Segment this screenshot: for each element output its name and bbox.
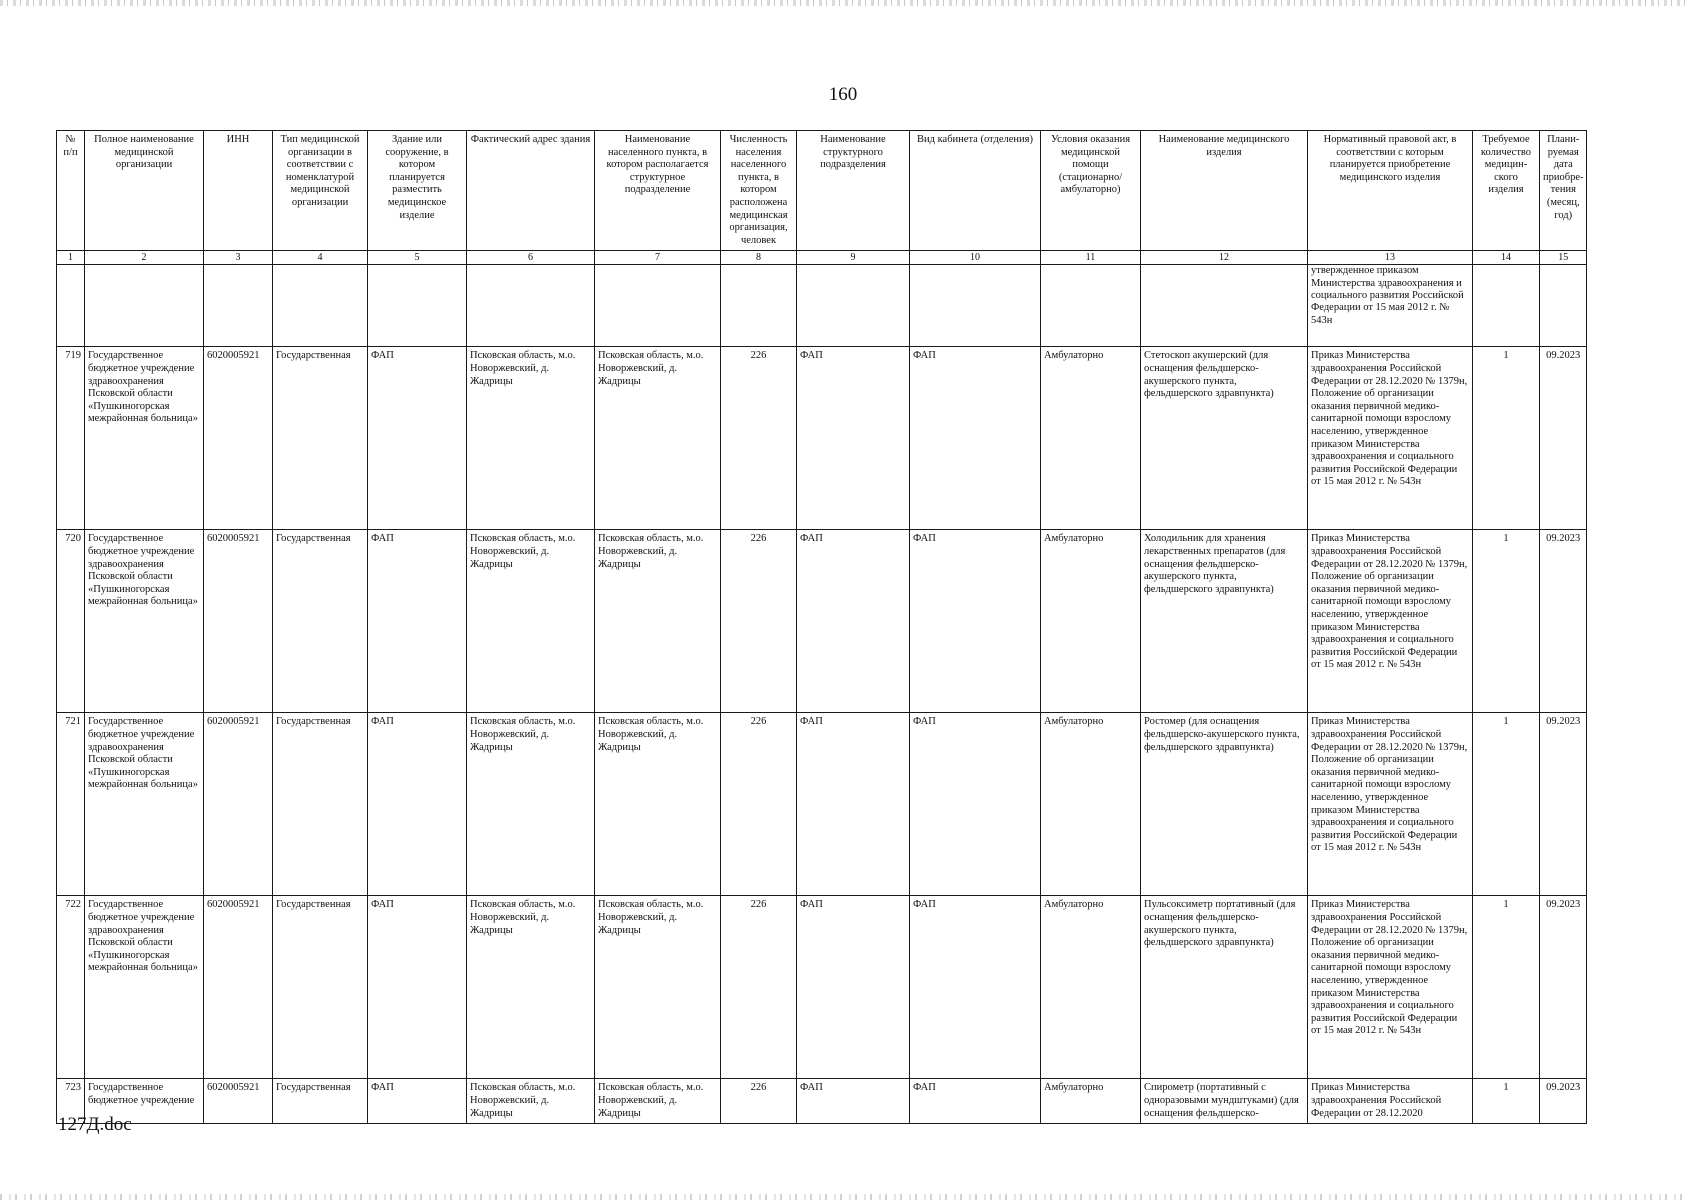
building: ФАП	[368, 1079, 467, 1124]
organization-type: Государственная	[273, 530, 368, 713]
inn: 6020005921	[204, 347, 273, 530]
header-cell: № п/п	[57, 131, 85, 251]
row-number: 721	[57, 713, 85, 896]
header-cell: Наименование медицинского изделия	[1141, 131, 1308, 251]
structural-unit: ФАП	[797, 896, 910, 1079]
inn: 6020005921	[204, 530, 273, 713]
scan-edge-bottom	[0, 1194, 1686, 1200]
row-number: 723	[57, 1079, 85, 1124]
column-number: 13	[1308, 251, 1473, 265]
device-name: Пульсоксиметр портативный (для оснащения фельдшерско-акушерского пункта, фельдшерского здравпункта)	[1141, 896, 1308, 1079]
care-conditions: Амбулаторно	[1041, 530, 1141, 713]
header-cell: Здание или сооружение, в котором планируется разместить медицинское изделие	[368, 131, 467, 251]
population: 226	[721, 347, 797, 530]
locality: Псковская область, м.о. Новоржевский, д. Жадрицы	[595, 530, 721, 713]
header-cell: Плани-руемая дата приобре-тения (месяц, год)	[1540, 131, 1587, 251]
table-header-row	[57, 131, 1587, 251]
care-conditions: Амбулаторно	[1041, 347, 1141, 530]
page-number: 160	[828, 84, 858, 105]
planned-date: 09.2023	[1540, 347, 1587, 530]
device-name: Стетоскоп акушерский (для оснащения фельдшерско-акушерского пункта, фельдшерского здравпункта)	[1141, 347, 1308, 530]
quantity: 1	[1473, 1079, 1540, 1124]
cabinet-type: ФАП	[910, 1079, 1041, 1124]
organization-type: Государственная	[273, 896, 368, 1079]
planned-date: 09.2023	[1540, 896, 1587, 1079]
structural-unit: ФАП	[797, 347, 910, 530]
cabinet-type: ФАП	[910, 896, 1041, 1079]
inn: 6020005921	[204, 1079, 273, 1124]
care-conditions: Амбулаторно	[1041, 713, 1141, 896]
row-number: 720	[57, 530, 85, 713]
row-number: 719	[57, 347, 85, 530]
header-cell: Наименование структурного подразделения	[797, 131, 910, 251]
column-number: 2	[85, 251, 204, 265]
locality: Псковская область, м.о. Новоржевский, д. Жадрицы	[595, 713, 721, 896]
inn: 6020005921	[204, 896, 273, 1079]
inn: 6020005921	[204, 713, 273, 896]
legal-act: Приказ Министерства здравоохранения Российской Федерации от 28.12.2020 № 1379н, Положение об организации оказания первичной медико-санитарной помощи взрослому населению, утвержденное приказом Министерства здравоохранения и социального развития Российской Федерации от 15 мая 2012 г. № 543н	[1308, 896, 1473, 1079]
structural-unit: ФАП	[797, 1079, 910, 1124]
header-cell: Наименование населенного пункта, в котором располагается структурное подразделение	[595, 131, 721, 251]
scan-edge-top	[0, 0, 1686, 6]
quantity: 1	[1473, 347, 1540, 530]
organization-name: Государственное бюджетное учреждение здравоохранения Псковской области «Пушкиногорская межрайонная больница»	[85, 896, 204, 1079]
locality: Псковская область, м.о. Новоржевский, д. Жадрицы	[595, 896, 721, 1079]
header-cell: Численность населения населенного пункта, в котором расположена медицинская организация, человек	[721, 131, 797, 251]
organization-type: Государственная	[273, 347, 368, 530]
column-number: 1	[57, 251, 85, 265]
legal-act: Приказ Министерства здравоохранения Российской Федерации от 28.12.2020	[1308, 1079, 1473, 1124]
header-cell: Требуемое количество медицин-ского изделия	[1473, 131, 1540, 251]
locality: Псковская область, м.о. Новоржевский, д. Жадрицы	[595, 1079, 721, 1124]
continuation-text: утвержденное приказом Министерства здравоохранения и социального развития Российской Федерации от 15 мая 2012 г. № 543н	[1311, 265, 1464, 326]
column-number: 4	[273, 251, 368, 265]
planned-date: 09.2023	[1540, 530, 1587, 713]
building: ФАП	[368, 530, 467, 713]
table-row	[57, 1079, 1587, 1124]
address: Псковская область, м.о. Новоржевский, д. Жадрицы	[467, 347, 595, 530]
organization-name: Государственное бюджетное учреждение	[85, 1079, 204, 1124]
address: Псковская область, м.о. Новоржевский, д. Жадрицы	[467, 713, 595, 896]
column-number: 12	[1141, 251, 1308, 265]
planned-date: 09.2023	[1540, 1079, 1587, 1124]
care-conditions: Амбулаторно	[1041, 896, 1141, 1079]
column-number: 8	[721, 251, 797, 265]
planned-date: 09.2023	[1540, 713, 1587, 896]
header-cell: Нормативный правовой акт, в соответствии с которым планируется приобретение медицинского изделия	[1308, 131, 1473, 251]
header-cell: Полное наименование медицинской организации	[85, 131, 204, 251]
table-row	[57, 896, 1587, 1079]
care-conditions: Амбулаторно	[1041, 1079, 1141, 1124]
address: Псковская область, м.о. Новоржевский, д. Жадрицы	[467, 530, 595, 713]
continuation-row	[57, 265, 1587, 347]
document-filename: 127Д.doc	[58, 1114, 132, 1135]
header-cell: Тип медицинской организации в соответствии с номенклатурой медицинской организации	[273, 131, 368, 251]
cabinet-type: ФАП	[910, 713, 1041, 896]
table-row	[57, 713, 1587, 896]
table-row	[57, 347, 1587, 530]
column-number: 10	[910, 251, 1041, 265]
address: Псковская область, м.о. Новоржевский, д. Жадрицы	[467, 1079, 595, 1124]
population: 226	[721, 896, 797, 1079]
device-name: Холодильник для хранения лекарственных препаратов (для оснащения фельдшерско-акушерского пункта, фельдшерского здравпункта)	[1141, 530, 1308, 713]
legal-act: Приказ Министерства здравоохранения Российской Федерации от 28.12.2020 № 1379н, Положение об организации оказания первичной медико-санитарной помощи взрослому населению, утвержденное приказом Министерства здравоохранения и социального развития Российской Федерации от 15 мая 2012 г. № 543н	[1308, 713, 1473, 896]
column-number: 11	[1041, 251, 1141, 265]
population: 226	[721, 713, 797, 896]
cabinet-type: ФАП	[910, 530, 1041, 713]
column-number-row	[57, 251, 1587, 265]
header-cell: Вид кабинета (отделения)	[910, 131, 1041, 251]
table-row	[57, 530, 1587, 713]
column-number: 5	[368, 251, 467, 265]
population: 226	[721, 1079, 797, 1124]
column-number: 6	[467, 251, 595, 265]
organization-type: Государственная	[273, 713, 368, 896]
medical-devices-table	[56, 130, 1587, 1124]
header-cell: Фактический адрес здания	[467, 131, 595, 251]
column-number: 3	[204, 251, 273, 265]
column-number: 15	[1540, 251, 1587, 265]
row-number: 722	[57, 896, 85, 1079]
legal-act: Приказ Министерства здравоохранения Российской Федерации от 28.12.2020 № 1379н, Положение об организации оказания первичной медико-санитарной помощи взрослому населению, утвержденное приказом Министерства здравоохранения и социального развития Российской Федерации от 15 мая 2012 г. № 543н	[1308, 530, 1473, 713]
organization-type: Государственная	[273, 1079, 368, 1124]
column-number: 9	[797, 251, 910, 265]
quantity: 1	[1473, 713, 1540, 896]
column-number: 7	[595, 251, 721, 265]
device-name: Ростомер (для оснащения фельдшерско-акушерского пункта, фельдшерского здравпункта)	[1141, 713, 1308, 896]
building: ФАП	[368, 347, 467, 530]
organization-name: Государственное бюджетное учреждение здравоохранения Псковской области «Пушкиногорская межрайонная больница»	[85, 530, 204, 713]
legal-act: Приказ Министерства здравоохранения Российской Федерации от 28.12.2020 № 1379н, Положение об организации оказания первичной медико-санитарной помощи взрослому населению, утвержденное приказом Министерства здравоохранения и социального развития Российской Федерации от 15 мая 2012 г. № 543н	[1308, 347, 1473, 530]
header-cell: ИНН	[204, 131, 273, 251]
quantity: 1	[1473, 896, 1540, 1079]
cabinet-type: ФАП	[910, 347, 1041, 530]
building: ФАП	[368, 896, 467, 1079]
device-name: Спирометр (портативный с одноразовыми мундштуками) (для оснащения фельдшерско-	[1141, 1079, 1308, 1124]
structural-unit: ФАП	[797, 713, 910, 896]
organization-name: Государственное бюджетное учреждение здравоохранения Псковской области «Пушкиногорская межрайонная больница»	[85, 347, 204, 530]
organization-name: Государственное бюджетное учреждение здравоохранения Псковской области «Пушкиногорская межрайонная больница»	[85, 713, 204, 896]
quantity: 1	[1473, 530, 1540, 713]
column-number: 14	[1473, 251, 1540, 265]
header-cell: Условия оказания медицинской помощи (стационарно/ амбулаторно)	[1041, 131, 1141, 251]
locality: Псковская область, м.о. Новоржевский, д. Жадрицы	[595, 347, 721, 530]
population: 226	[721, 530, 797, 713]
structural-unit: ФАП	[797, 530, 910, 713]
address: Псковская область, м.о. Новоржевский, д. Жадрицы	[467, 896, 595, 1079]
building: ФАП	[368, 713, 467, 896]
